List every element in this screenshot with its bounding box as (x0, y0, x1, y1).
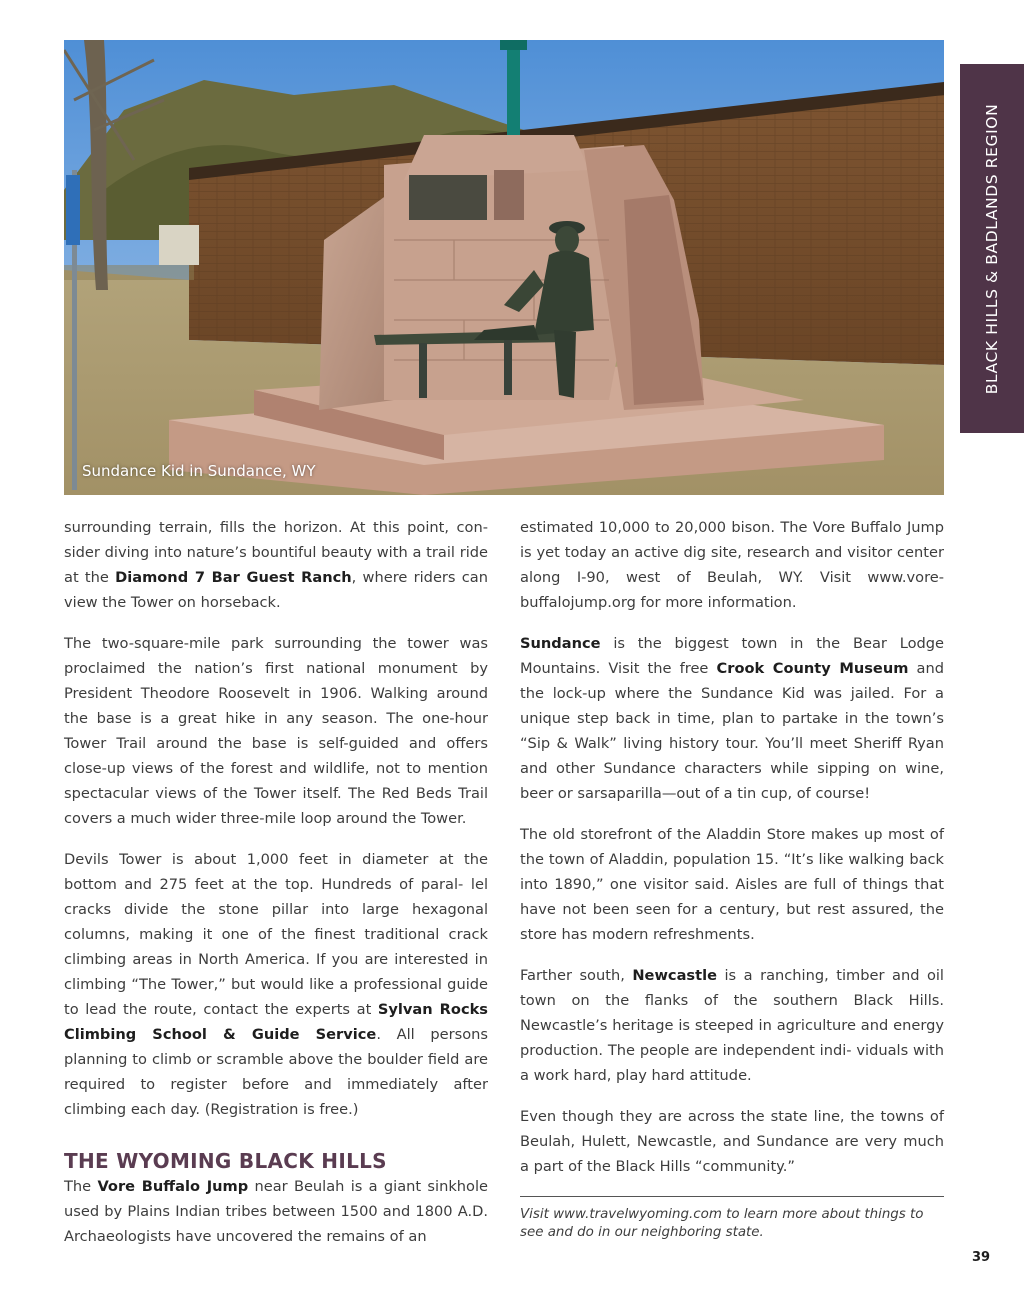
section-heading: THE WYOMING BLACK HILLS (64, 1149, 387, 1173)
right-paragraph-2 (520, 631, 944, 806)
text-run: Farther south, (520, 967, 633, 984)
region-side-tab (960, 64, 1024, 433)
diamond-7-bar-guest-ranch: Diamond 7 Bar Guest Ranch (115, 569, 352, 586)
text-run: and the lock-up where the Sundance Kid was jailed. For a unique step back in time, plan to partake in the town’s “Sip & Walk” living history tour. You’ll meet Sheriff Ryan and other Sundance characters while sipping on wine, beer or sarsaparilla—out of a tin cup, of course! (520, 660, 944, 802)
text-run: , where riders can view the Tower on horseback. (64, 569, 488, 611)
text-run: . All persons planning to climb or scramble above the boulder field are required to register before and immediately after climbing each day. (Registration is free.) (64, 1026, 489, 1118)
left-paragraph-2: The two-square-mile park surrounding the tower was proclaimed the nation’s first national monument by President Theodore Roosevelt in 1906. Walking around the base is a great hike in any season. The one-hour Tower Trail around the base is self-guided and offers close-up views of the forest and wildlife, not to mention spectacular views of the Tower itself. The Red Beds Trail covers a much wider three-mile loop around the Tower. (64, 635, 488, 827)
sylvan-rocks-climbing-school: Sylvan Rocks Climbing School & Guide Service (64, 1001, 488, 1043)
text-run: is a ranching, timber and oil town on the flanks of the southern Black Hills. Newcastle’s heritage is steeped in agriculture and energy production. The people are independent indi- viduals with a work hard, play hard attitude. (520, 967, 944, 1084)
left-column (64, 515, 488, 1265)
text-run: is the biggest town in the Bear Lodge Mountains. Visit the free (520, 635, 944, 677)
text-run: near Beulah is a giant sinkhole used by Plains Indian tribes between 1500 and 1800 A.D. Archaeologists have uncovered the remains of an (64, 1178, 488, 1245)
left-paragraph-4 (64, 1174, 488, 1249)
right-paragraph-4 (520, 963, 944, 1088)
right-paragraph-3: The old storefront of the Aladdin Store makes up most of the town of Aladdin, population 15. “It’s like walking back into 1890,” one visitor said. Aisles are full of things that have not been seen for a century, but rest assured, the store has modern refreshments. (520, 826, 944, 943)
newcastle: Newcastle (632, 967, 717, 984)
left-paragraph-1 (64, 515, 488, 615)
vore-buffalo-jump: Vore Buffalo Jump (97, 1178, 249, 1195)
left-paragraph-3 (64, 847, 488, 1122)
travel-wyoming-note: Visit www.travelwyoming.com to learn more about things to see and do in our neighboring state. (520, 1207, 924, 1240)
divider (520, 1196, 944, 1197)
right-paragraph-1: estimated 10,000 to 20,000 bison. The Vore Buffalo Jump is yet today an active dig site, research and visitor center along I-90, west of Beulah, WY. Visit www.vore- buffalojump.org for more information. (520, 519, 944, 611)
right-column (520, 515, 944, 1258)
right-paragraph-5: Even though they are across the state line, the towns of Beulah, Hulett, Newcastle, and Sundance are very much a part of the Black Hills “community.” (520, 1108, 944, 1175)
text-run: Devils Tower is about 1,000 feet in diameter at the bottom and 275 feet at the top. Hundreds of paral- lel cracks divide the stone pillar into large hexagonal columns, making it one of the finest traditional crack climbing areas in North America. If you are interested in climbing “The Tower,” but would like a professional guide to lead the route, contact the experts at (64, 851, 488, 1018)
text-run: The (64, 1178, 98, 1195)
photo-caption: Sundance Kid in Sundance, WY (82, 462, 316, 480)
page-number: 39 (972, 1250, 991, 1265)
region-side-tab-label: BLACK HILLS & BADLANDS REGION (983, 103, 1001, 394)
text-run: surrounding terrain, fills the horizon. At this point, con- sider diving into nature’s bountiful beauty with a trail ride at the (64, 519, 488, 586)
sundance-kid-statue-photo (64, 40, 944, 495)
sundance: Sundance (520, 635, 601, 652)
crook-county-museum: Crook County Museum (716, 660, 909, 677)
statue-illustration (64, 40, 944, 495)
